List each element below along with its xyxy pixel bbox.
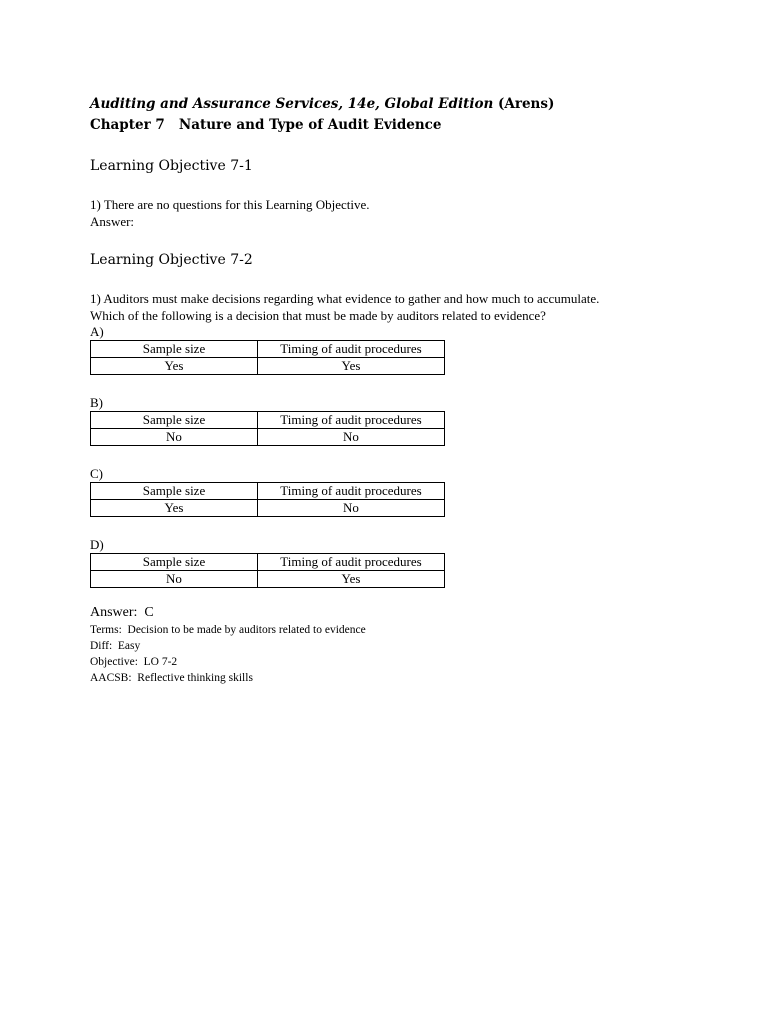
table-row <box>91 571 445 588</box>
option-letter: D) <box>90 537 104 552</box>
table-cell: No <box>91 429 258 446</box>
table-row <box>91 358 445 375</box>
lo-7-2-question-line-1: 1) Auditors must make decisions regarding what evidence to gather and how much to accumulate. <box>90 291 600 306</box>
option-table <box>90 340 445 375</box>
aacsb-line: AACSB: Reflective thinking skills <box>90 672 253 684</box>
answer-key: Answer: C <box>90 605 154 620</box>
table-cell: Yes <box>91 358 258 375</box>
option-table <box>90 411 445 446</box>
lo-7-1-heading: Learning Objective 7-1 <box>90 158 253 174</box>
option-table <box>90 553 445 588</box>
option-d <box>90 537 690 588</box>
book-title-line <box>90 94 690 114</box>
lo-7-2-question-line-2: Which of the following is a decision that must be made by auditors related to evidence? <box>90 308 546 323</box>
column-header: Sample size <box>91 412 258 429</box>
document-page <box>90 94 690 686</box>
table-cell: No <box>258 500 445 517</box>
option-letter: C) <box>90 466 103 481</box>
table-cell: Yes <box>91 500 258 517</box>
objective-line: Objective: LO 7-2 <box>90 656 178 668</box>
table-header-row <box>91 412 445 429</box>
table-cell: No <box>258 429 445 446</box>
option-table <box>90 482 445 517</box>
column-header: Timing of audit procedures <box>258 341 445 358</box>
column-header: Timing of audit procedures <box>258 483 445 500</box>
option-c <box>90 466 690 517</box>
table-header-row <box>91 554 445 571</box>
option-a <box>90 324 690 375</box>
column-header: Sample size <box>91 554 258 571</box>
table-header-row <box>91 341 445 358</box>
terms-line: Terms: Decision to be made by auditors related to evidence <box>90 624 366 636</box>
lo-7-1-answer-label: Answer: <box>90 214 135 229</box>
column-header: Sample size <box>91 341 258 358</box>
table-cell: Yes <box>258 571 445 588</box>
option-b <box>90 395 690 446</box>
option-letter: A) <box>90 324 104 339</box>
table-cell: Yes <box>258 358 445 375</box>
column-header: Timing of audit procedures <box>258 412 445 429</box>
table-cell: No <box>91 571 258 588</box>
table-row <box>91 500 445 517</box>
table-header-row <box>91 483 445 500</box>
book-title: Auditing and Assurance Services, 14e, Global Edition <box>90 96 494 112</box>
column-header: Sample size <box>91 483 258 500</box>
table-row <box>91 429 445 446</box>
option-letter: B) <box>90 395 103 410</box>
difficulty-line: Diff: Easy <box>90 640 141 652</box>
lo-7-2-heading: Learning Objective 7-2 <box>90 252 253 268</box>
column-header: Timing of audit procedures <box>258 554 445 571</box>
lo-7-1-question: 1) There are no questions for this Learning Objective. <box>90 197 370 212</box>
book-author: (Arens) <box>497 96 555 112</box>
chapter-title: Chapter 7 Nature and Type of Audit Evidence <box>90 117 442 133</box>
